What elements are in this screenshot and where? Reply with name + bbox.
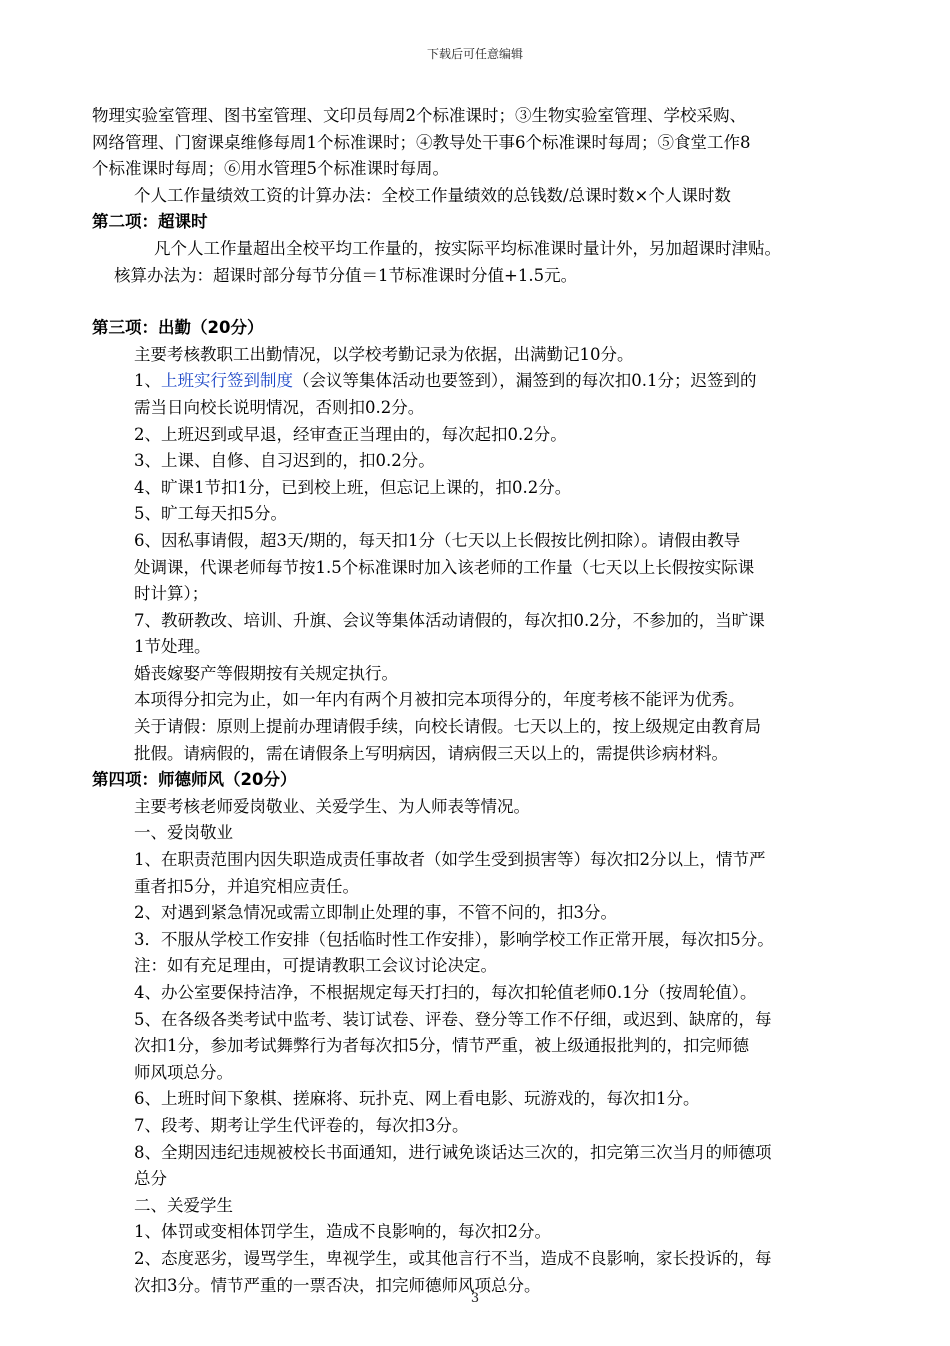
list-item: 需当日向校长说明情况，否则扣0.2分。 xyxy=(134,397,425,417)
paragraph: 物理实验室管理、图书室管理、文印员每周2个标准课时；③生物实验室管理、学校采购、 xyxy=(92,106,746,125)
subheading: 二、关爱学生 xyxy=(134,1195,233,1215)
section-heading: 第二项：超课时 xyxy=(92,212,208,232)
item-text: （会议等集体活动也要签到），漏签到的每次扣0.1分；迟签到的 xyxy=(293,371,757,391)
note: 婚丧嫁娶产等假期按有关规定执行。 xyxy=(134,663,398,683)
list-item: 处调课，代课老师每节按1.5个标准课时加入该老师的工作量（七天以上长假按实际课 xyxy=(134,557,755,577)
page-number: 3 xyxy=(470,1291,480,1306)
note: 本项得分扣完为止，如一年内有两个月被扣完本项得分的，年度考核不能评为优秀。 xyxy=(134,690,745,710)
note: 批假。请病假的，需在请假条上写明病因，请病假三天以上的，需提供诊病材料。 xyxy=(134,743,728,763)
list-item: 8、全期因违纪违规被校长书面通知，进行诫免谈话达三次的，扣完第三次当月的师德项 xyxy=(134,1142,772,1162)
paragraph: 网络管理、门窗课桌维修每周1个标准课时；④教导处干事6个标准课时每周；⑤食堂工作8 xyxy=(92,132,751,152)
signin-system-link[interactable]: 上班实行签到制度 xyxy=(161,371,293,391)
page-header: 下载后可任意编辑 xyxy=(426,47,523,61)
list-item: 次扣3分。情节严重的一票否决，扣完师德师风项总分。 xyxy=(134,1275,541,1295)
list-item: 6、因私事请假，超3天/期的，每天扣1分（七天以上长假按比例扣除）。请假由教导 xyxy=(134,530,741,550)
list-item: 2、态度恶劣，谩骂学生，卑视学生，或其他言行不当，造成不良影响，家长投诉的，每 xyxy=(134,1248,772,1268)
list-item: 时计算）； xyxy=(134,584,209,604)
list-item: 7、教研教改、培训、升旗、会议等集体活动请假的，每次扣0.2分，不参加的，当旷课 xyxy=(134,610,765,630)
section-heading: 第四项：师德师风（20分） xyxy=(92,770,297,790)
list-item: 1、体罚或变相体罚学生，造成不良影响的，每次扣2分。 xyxy=(134,1222,551,1242)
subheading: 一、爱岗敬业 xyxy=(134,823,233,843)
list-item xyxy=(92,368,892,395)
paragraph: 凡个人工作量超出全校平均工作量的，按实际平均标准课时量计外，另加超课时津贴。 xyxy=(154,238,781,258)
list-item: 重者扣5分，并追究相应责任。 xyxy=(134,876,359,896)
list-item: 师风项总分。 xyxy=(134,1062,233,1082)
section-heading: 第三项：出勤（20分） xyxy=(92,318,264,338)
list-item: 总分 xyxy=(134,1169,167,1189)
list-item: 5、旷工每天扣5分。 xyxy=(134,504,287,524)
list-item: 次扣1分，参加考试舞弊行为者每次扣5分，情节严重，被上级通报批判的，扣完师德 xyxy=(134,1036,749,1056)
list-item: 5、在各级各类考试中监考、装订试卷、评卷、登分等工作不仔细，或迟到、缺席的，每 xyxy=(134,1009,772,1029)
list-item: 3．不服从学校工作安排（包括临时性工作安排），影响学校工作正常开展，每次扣5分。 xyxy=(134,929,774,949)
document-body xyxy=(92,103,892,1299)
list-item: 1节处理。 xyxy=(134,637,211,657)
list-item: 7、段考、期考让学生代评卷的，每次扣3分。 xyxy=(134,1115,469,1135)
list-item: 3、上课、自修、自习迟到的，扣0.2分。 xyxy=(134,451,435,471)
list-item: 6、上班时间下象棋、搓麻将、玩扑克、网上看电影、玩游戏的，每次扣1分。 xyxy=(134,1089,700,1109)
paragraph: 主要考核老师爱岗敬业、关爱学生、为人师表等情况。 xyxy=(134,796,530,816)
item-number: 1、 xyxy=(134,371,161,391)
paragraph: 个标准课时每周；⑥用水管理5个标准课时每周。 xyxy=(92,159,449,179)
paragraph: 主要考核教职工出勤情况，以学校考勤记录为依据，出满勤记10分。 xyxy=(134,344,634,364)
note: 关于请假：原则上提前办理请假手续，向校长请假。七天以上的，按上级规定由教育局 xyxy=(134,717,761,737)
list-item: 1、在职责范围内因失职造成责任事故者（如学生受到损害等）每次扣2分以上，情节严 xyxy=(134,850,766,870)
list-item: 注：如有充足理由，可提请教职工会议讨论决定。 xyxy=(134,956,497,976)
formula-paragraph: 个人工作量绩效工资的计算办法：全校工作量绩效的总钱数/总课时数×个人课时数 xyxy=(134,185,731,205)
list-item: 2、对遇到紧急情况或需立即制止处理的事，不管不问的，扣3分。 xyxy=(134,903,617,923)
list-item: 2、上班迟到或早退，经审查正当理由的，每次起扣0.2分。 xyxy=(134,424,567,444)
list-item: 4、旷课1节扣1分，已到校上班，但忘记上课的，扣0.2分。 xyxy=(134,477,572,497)
paragraph: 核算办法为：超课时部分每节分值＝1节标准课时分值+1.5元。 xyxy=(114,265,578,285)
list-item: 4、办公室要保持洁净，不根据规定每天打扫的，每次扣轮值老师0.1分（按周轮值）。 xyxy=(134,983,757,1002)
